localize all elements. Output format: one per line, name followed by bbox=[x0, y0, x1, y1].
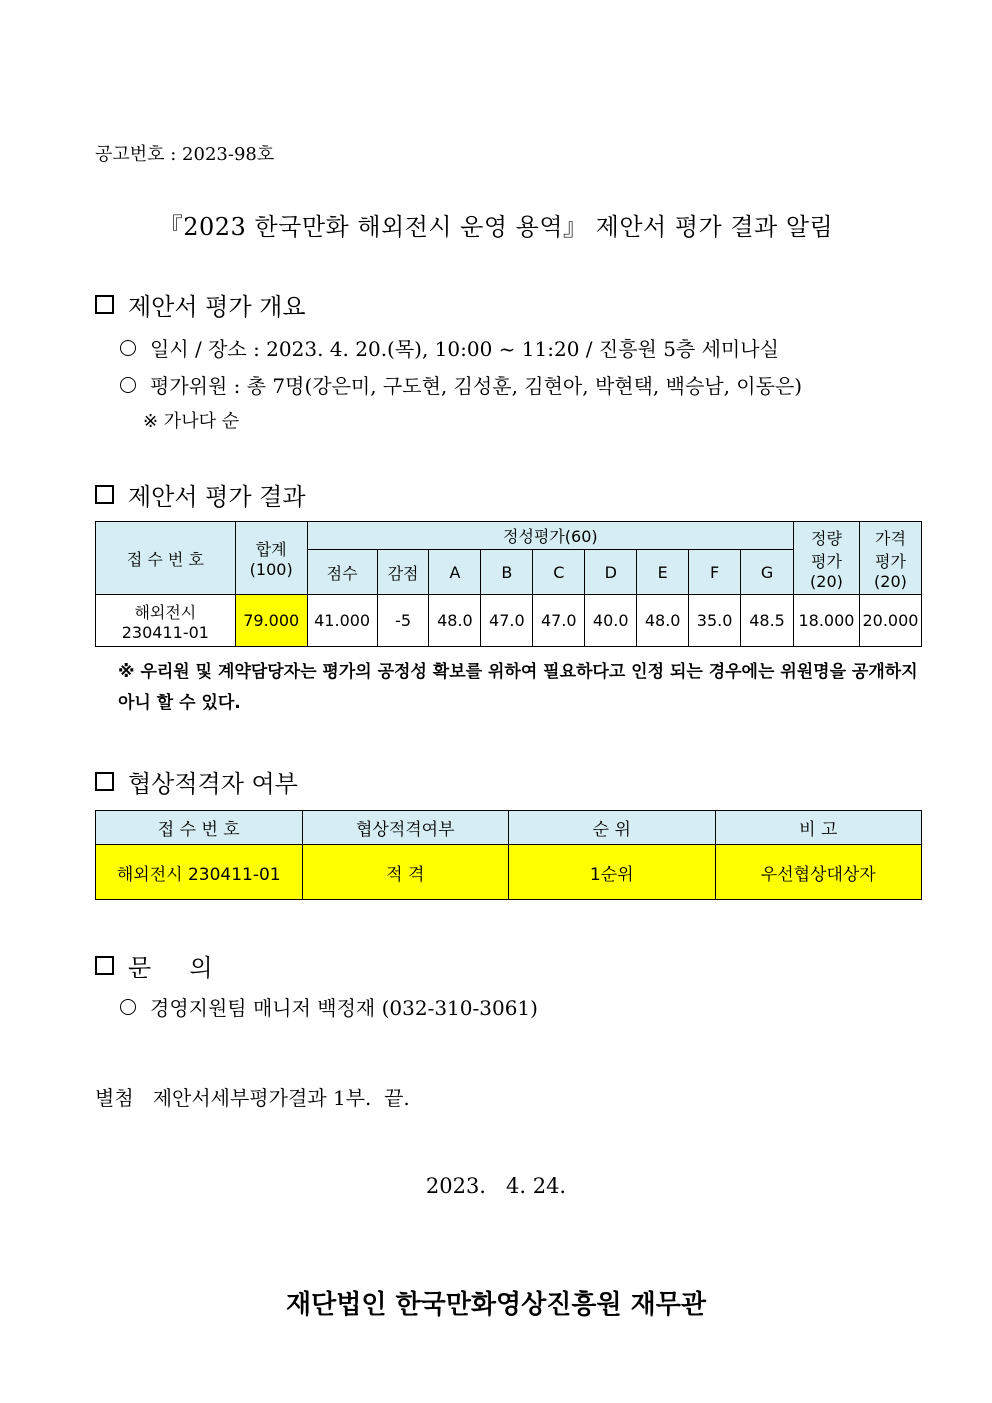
cell-judge: 48.0 bbox=[637, 595, 689, 647]
receipt-l1: 해외전시 bbox=[134, 602, 197, 622]
cell-judge: 47.0 bbox=[481, 595, 533, 647]
header-judge: C bbox=[533, 550, 585, 595]
header-remarks: 비 고 bbox=[715, 811, 922, 845]
header-qualitative: 정성평가(60) bbox=[307, 522, 793, 550]
section-overview-label: 제안서 평가 개요 bbox=[128, 293, 306, 321]
inquiry-contact-item bbox=[120, 992, 538, 1021]
cell-receipt-number: 해외전시 230411-01 bbox=[96, 845, 303, 900]
checkbox-square-icon bbox=[95, 295, 114, 314]
header-receipt-number: 접 수 번 호 bbox=[96, 811, 303, 845]
header-judge: G bbox=[741, 550, 794, 595]
cell-total: 79.000 bbox=[235, 595, 307, 647]
checkbox-square-icon bbox=[95, 956, 114, 975]
section-inquiry-heading bbox=[95, 948, 213, 983]
header-receipt-number: 접 수 번 호 bbox=[96, 522, 236, 595]
inquiry-contact-text: 경영지원팀 매니저 백정재 (032-310-3061) bbox=[150, 996, 538, 1020]
header-price-l3: (20) bbox=[874, 571, 907, 591]
overview-order-note: ※ 가나다 순 bbox=[143, 411, 240, 432]
header-eligibility: 협상적격여부 bbox=[302, 811, 509, 845]
cell-eligibility: 적 격 bbox=[302, 845, 509, 900]
cell-remarks: 우선협상대상자 bbox=[715, 845, 922, 900]
section-overview-heading bbox=[95, 287, 306, 322]
cell-quantitative: 18.000 bbox=[794, 595, 860, 647]
overview-committee-text: 평가위원 : 총 7명(강은미, 구도현, 김성훈, 김현아, 박현택, 백승남, 이동은) bbox=[150, 374, 803, 398]
cell-price: 20.000 bbox=[859, 595, 921, 647]
table-row bbox=[96, 845, 922, 900]
header-judge: F bbox=[689, 550, 741, 595]
attachment-note: 별첨 제안서세부평가결과 1부. 끝. bbox=[95, 1086, 410, 1110]
header-total-label: 합계 bbox=[255, 540, 287, 559]
section-inquiry-label: 문 의 bbox=[128, 954, 213, 982]
header-quant-l1: 정량 bbox=[811, 528, 842, 548]
header-total-max: (100) bbox=[249, 560, 293, 579]
section-negotiation-heading bbox=[95, 764, 298, 799]
header-quant-l3: (20) bbox=[810, 571, 843, 591]
cell-rank: 1순위 bbox=[509, 845, 716, 900]
issuing-organization: 재단법인 한국만화영상진흥원 재무관 bbox=[286, 1290, 706, 1320]
circle-bullet-icon bbox=[120, 999, 136, 1015]
cell-judge: 35.0 bbox=[689, 595, 741, 647]
header-price-l1: 가격 bbox=[875, 528, 906, 548]
header-quantitative bbox=[794, 522, 860, 595]
cell-judge: 48.5 bbox=[741, 595, 794, 647]
document-title: 『2023 한국만화 해외전시 운영 용역』 제안서 평가 결과 알림 bbox=[158, 213, 834, 241]
negotiation-table bbox=[95, 810, 922, 900]
header-rank: 순 위 bbox=[509, 811, 716, 845]
circle-bullet-icon bbox=[120, 340, 136, 356]
header-judge: E bbox=[637, 550, 689, 595]
overview-committee-item bbox=[120, 370, 802, 399]
evaluation-result-table bbox=[95, 521, 922, 647]
header-price bbox=[859, 522, 921, 595]
header-judge: B bbox=[481, 550, 533, 595]
cell-judge: 40.0 bbox=[585, 595, 637, 647]
header-judge: A bbox=[429, 550, 481, 595]
overview-schedule-text: 일시 / 장소 : 2023. 4. 20.(목), 10:00 ~ 11:20 / 진흥원 5층 세미나실 bbox=[150, 337, 779, 361]
document-date: 2023. 4. 24. bbox=[425, 1174, 567, 1198]
cell-judge: 48.0 bbox=[429, 595, 481, 647]
cell-deduction: -5 bbox=[377, 595, 429, 647]
cell-score: 41.000 bbox=[307, 595, 377, 647]
table-row bbox=[96, 595, 922, 647]
header-deduction: 감점 bbox=[377, 550, 429, 595]
checkbox-square-icon bbox=[95, 485, 114, 504]
header-price-l2: 평가 bbox=[875, 551, 906, 571]
header-total bbox=[235, 522, 307, 595]
section-result-label: 제안서 평가 결과 bbox=[128, 483, 306, 511]
cell-receipt-number bbox=[96, 595, 236, 647]
receipt-l2: 230411-01 bbox=[121, 622, 209, 642]
overview-schedule-item bbox=[120, 333, 779, 362]
header-score: 점수 bbox=[307, 550, 377, 595]
section-result-heading bbox=[95, 477, 306, 512]
cell-judge: 47.0 bbox=[533, 595, 585, 647]
header-judge: D bbox=[585, 550, 637, 595]
section-negotiation-label: 협상적격자 여부 bbox=[128, 770, 298, 798]
notice-number: 공고번호 : 2023-98호 bbox=[95, 144, 275, 165]
header-quant-l2: 평가 bbox=[811, 551, 842, 571]
circle-bullet-icon bbox=[120, 377, 136, 393]
confidentiality-note: ※ 우리원 및 계약담당자는 평가의 공정성 확보를 위하여 필요하다고 인정 되는 경우에는 위원명을 공개하지 아니 할 수 있다. bbox=[118, 662, 918, 713]
checkbox-square-icon bbox=[95, 772, 114, 791]
